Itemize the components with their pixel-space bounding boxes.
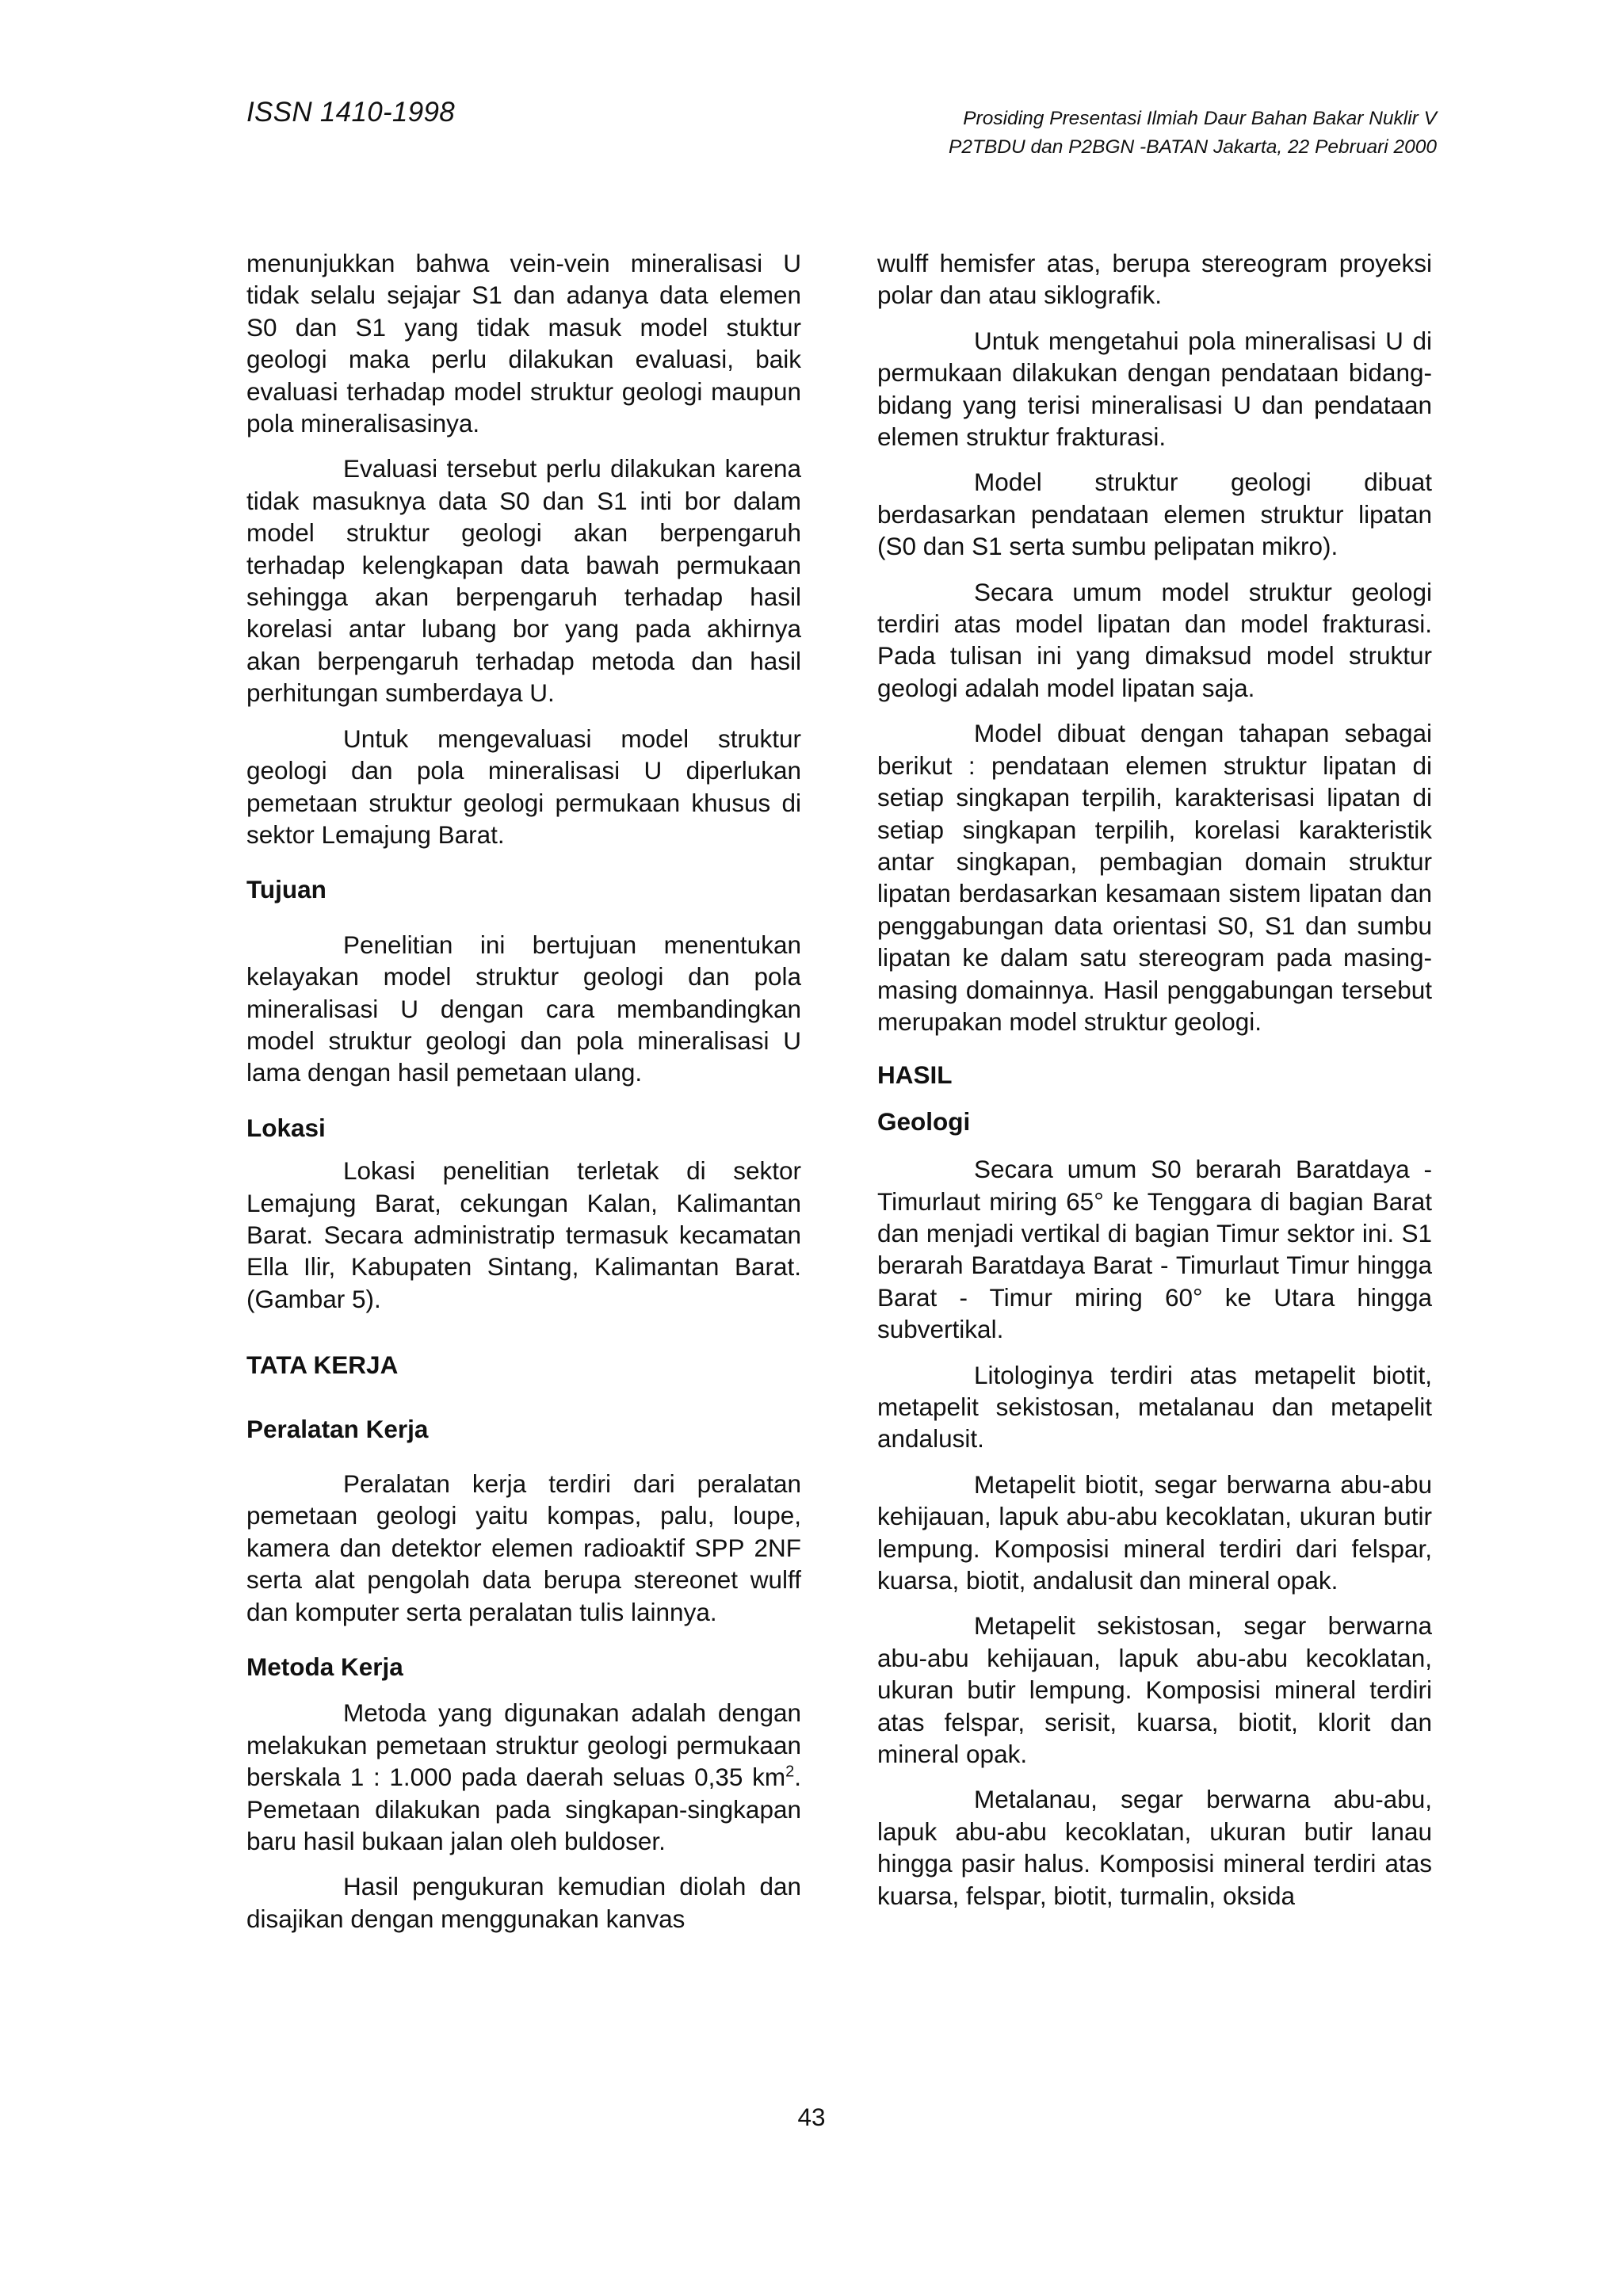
paragraph-tujuan: Penelitian ini bertujuan menentukan kelayakan model struktur geologi dan pola mineralisasi U dengan cara membandingkan model struktur geologi dan pola mineralisasi U lama dengan hasil pemetaan ulang. <box>246 930 801 1087</box>
proceedings-header <box>949 105 1437 162</box>
paragraph-lokasi: Lokasi penelitian terletak di sektor Lemajung Barat, cekungan Kalan, Kalimantan Barat. Secara administratip termasuk kecamatan Ella Ilir, Kabupaten Sintang, Kalimantan Barat. (Gambar 5). <box>246 1156 801 1313</box>
paragraph-evaluasi: Evaluasi tersebut perlu dilakukan karena tidak masuknya data S0 dan S1 inti bor dalam model struktur geologi akan berpengaruh terhadap kelengkapan data bawah permukaan sehingga akan berpengaruh terhadap hasil korelasi antar lubang bor yang pada akhirnya akan berpengaruh terhadap metoda dan hasil perhitungan sumberdaya U. <box>246 454 801 708</box>
heading-tata-kerja: TATA KERJA <box>246 1350 399 1380</box>
paragraph-model-dibuat: Model struktur geologi dibuat berdasarkan pendataan elemen struktur lipatan (S0 dan S1 serta sumbu pelipatan mikro). <box>877 468 1432 561</box>
proceedings-venue: P2TBDU dan P2BGN -BATAN Jakarta, 22 Pebruari 2000 <box>949 136 1437 158</box>
paragraph-wulff: wulff hemisfer atas, berupa stereogram proyeksi polar dan atau siklografik. <box>877 249 1432 310</box>
left-column <box>246 247 801 1948</box>
paragraph-untuk-mengevaluasi: Untuk mengevaluasi model struktur geologi dan pola mineralisasi U diperlukan pemetaan struktur geologi permukaan khusus di sektor Lemajung Barat. <box>246 724 801 849</box>
metoda-text-a: Metoda yang digunakan adalah dengan melakukan pemetaan struktur geologi permukaan berskala 1 : 1.000 pada daerah seluas 0,35 km <box>246 1698 801 1792</box>
superscript-2: 2 <box>785 1763 795 1781</box>
paragraph-metoda <box>246 1697 801 1857</box>
paragraph-s0-s1: Secara umum S0 berarah Baratdaya - Timurlaut miring 65° ke Tenggara di bagian Barat dan menjadi vertikal di bagian Timur sektor ini. S1 berarah Baratdaya Barat - Timurlaut Timur hingga Barat - Timur miring 60° ke Utara hingga subvertikal. <box>877 1155 1432 1344</box>
paragraph-continuation: menunjukkan bahwa vein-vein mineralisasi U tidak selalu sejajar S1 dan adanya data elemen S0 dan S1 yang tidak masuk model stuktur geologi maka perlu dilakukan evaluasi, baik evaluasi terhadap model struktur geologi maupun pola mineralisasinya. <box>246 249 801 438</box>
paragraph-metalanau: Metalanau, segar berwarna abu-abu, lapuk abu-abu kecoklatan, ukuran butir lanau hingga pasir halus. Komposisi mineral terdiri atas kuarsa, felspar, biotit, turmalin, oksida <box>877 1785 1432 1910</box>
paragraph-tahapan: Model dibuat dengan tahapan sebagai berikut : pendataan elemen struktur lipatan di setiap singkapan terpilih, karakterisasi lipatan di setiap singkapan terpilih, korelasi karakteristik antar singkapan, pembagian domain struktur lipatan berdasarkan kesamaan sistem lipatan dan penggabungan data orientasi S0, S1 dan sumbu lipatan ke dalam satu stereogram pada masing-masing domainnya. Hasil penggabungan tersebut merupakan model struktur geologi. <box>877 719 1432 1036</box>
paragraph-secara-umum: Secara umum model struktur geologi terdiri atas model lipatan dan model frakturasi. Pada tulisan ini yang dimaksud model struktur geologi adalah model lipatan saja. <box>877 577 1432 702</box>
heading-tujuan: Tujuan <box>246 875 327 904</box>
paragraph-metapelit-biotit: Metapelit biotit, segar berwarna abu-abu kehijauan, lapuk abu-abu kecoklatan, ukuran butir lempung. Komposisi mineral terdiri dari felspar, kuarsa, biotit, andalusit dan mineral opak. <box>877 1469 1432 1595</box>
page-number: 43 <box>797 2103 826 2131</box>
heading-peralatan-kerja: Peralatan Kerja <box>246 1414 429 1443</box>
paragraph-metapelit-sekistosan: Metapelit sekistosan, segar berwarna abu-abu kehijauan, lapuk abu-abu kecoklatan, ukuran butir lempung. Komposisi mineral terdiri atas felspar, serisit, kuarsa, biotit, klorit dan mineral opak. <box>877 1611 1432 1769</box>
heading-metoda-kerja: Metoda Kerja <box>246 1652 403 1682</box>
paragraph-peralatan: Peralatan kerja terdiri dari peralatan pemetaan geologi yaitu kompas, palu, loupe, kamera dan detektor elemen radioaktif SPP 2NF serta alat pengolah data berupa stereonet wulff dan komputer serta peralatan tulis lainnya. <box>246 1469 801 1626</box>
paragraph-mengetahui-pola: Untuk mengetahui pola mineralisasi U di permukaan dilakukan dengan pendataan bidang-bidang yang terisi mineralisasi U dan pendataan elemen struktur frakturasi. <box>877 326 1432 452</box>
heading-geologi: Geologi <box>877 1106 971 1136</box>
issn-number: ISSN 1410-1998 <box>246 97 455 128</box>
proceedings-title: Prosiding Presentasi Ilmiah Daur Bahan Bakar Nuklir V <box>963 108 1437 129</box>
paragraph-litologi: Litologinya terdiri atas metapelit biotit, metapelit sekistosan, metalanau dan metapelit andalusit. <box>877 1360 1432 1454</box>
heading-hasil: HASIL <box>877 1060 953 1090</box>
paragraph-hasil-pengukuran: Hasil pengukuran kemudian diolah dan disajikan dengan menggunakan kanvas <box>246 1872 801 1933</box>
right-column <box>877 247 1432 1925</box>
heading-lokasi: Lokasi <box>246 1113 326 1142</box>
metoda-text-b: . Pemetaan dilakukan pada singkapan-singkapan baru hasil bukaan jalan oleh buldoser. <box>246 1763 801 1856</box>
